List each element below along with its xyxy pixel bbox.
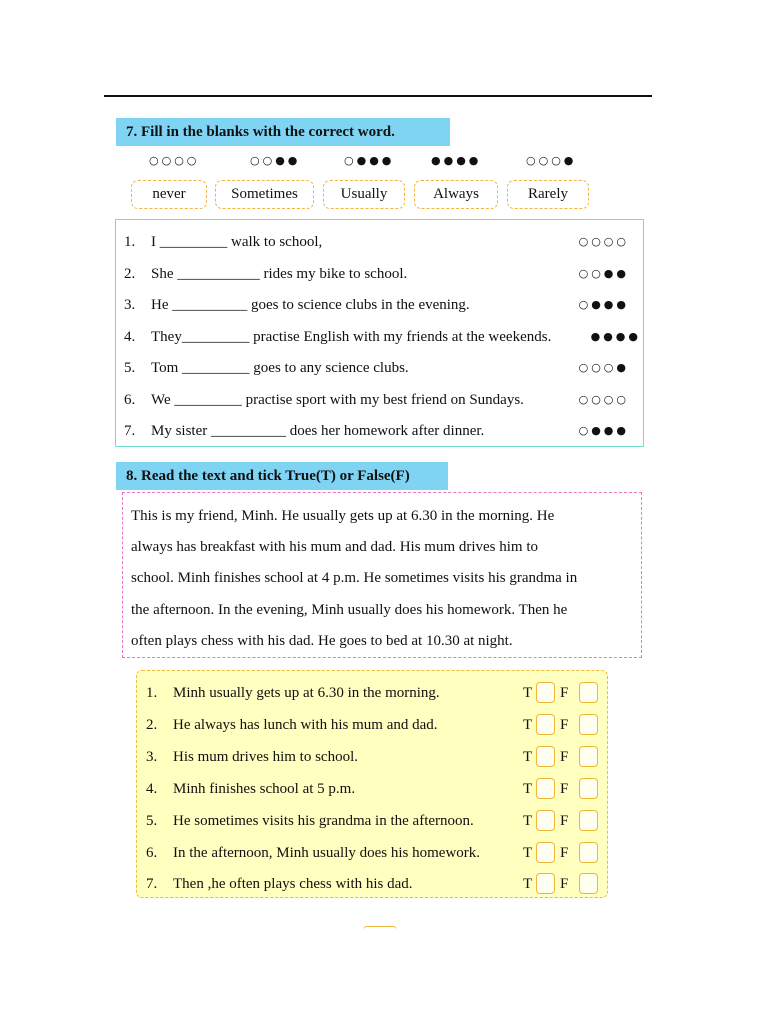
false-label: F: [560, 781, 569, 797]
item-text: He __________ goes to science clubs in the evening.: [151, 297, 470, 313]
word-sometimes-dots: ○○●●: [250, 154, 301, 167]
statement-text: Then ,he often plays chess with his dad.: [173, 876, 413, 892]
true-checkbox[interactable]: [536, 714, 555, 735]
true-label: T: [523, 685, 533, 701]
statement-row: [137, 777, 607, 801]
false-checkbox[interactable]: [579, 746, 598, 767]
statement-row: [137, 681, 607, 705]
item-number: 1.: [124, 234, 136, 250]
exercise-row: [116, 325, 643, 349]
exercise-row: [116, 230, 643, 254]
statement-number: 1.: [146, 685, 158, 701]
exercise-row: [116, 419, 643, 443]
passage-line: always has breakfast with his mum and dad. His mum drives him to: [131, 539, 539, 555]
false-label: F: [560, 749, 569, 765]
true-checkbox[interactable]: [536, 682, 555, 703]
frequency-dots: ○●●●: [578, 424, 629, 437]
word-always-dots: ●●●●: [431, 154, 482, 167]
false-checkbox[interactable]: [579, 810, 598, 831]
frequency-dots: ●●●●: [590, 330, 641, 343]
item-text: We _________ practise sport with my best friend on Sundays.: [151, 392, 524, 408]
true-label: T: [523, 813, 533, 829]
word-box-rarely: Rarely: [507, 180, 589, 209]
exercise-row: [116, 262, 643, 286]
passage-line: school. Minh finishes school at 4 p.m. He sometimes visits his grandma in: [131, 570, 578, 586]
statement-text: In the afternoon, Minh usually does his homework.: [173, 845, 481, 861]
item-number: 3.: [124, 297, 136, 313]
item-number: 4.: [124, 329, 136, 345]
section8-title: 8. Read the text and tick True(T) or False(F): [116, 462, 448, 490]
word-rarely-dots: ○○○●: [526, 154, 577, 167]
frequency-dots: ○○○●: [578, 361, 629, 374]
statement-text: Minh finishes school at 5 p.m.: [173, 781, 356, 797]
false-checkbox[interactable]: [579, 682, 598, 703]
statement-text: He always has lunch with his mum and dad.: [173, 717, 438, 733]
word-never-dots: ○○○○: [149, 154, 200, 167]
statement-row: [137, 872, 607, 896]
statement-number: 3.: [146, 749, 158, 765]
word-box-never: never: [131, 180, 207, 209]
item-text: My sister __________ does her homework after dinner.: [151, 423, 485, 439]
statement-number: 2.: [146, 717, 158, 733]
statement-row: [137, 809, 607, 833]
item-number: 6.: [124, 392, 136, 408]
section7-title: 7. Fill in the blanks with the correct word.: [116, 118, 450, 146]
false-label: F: [560, 876, 569, 892]
top-rule: [104, 95, 652, 97]
statement-row: [137, 713, 607, 737]
statement-row: [137, 841, 607, 865]
item-number: 5.: [124, 360, 136, 376]
frequency-dots: ○○●●: [578, 267, 629, 280]
reading-passage: [122, 492, 642, 658]
item-text: They_________ practise English with my friends at the weekends.: [151, 329, 552, 345]
page-bottom-mark: [363, 926, 397, 931]
statement-text: Minh usually gets up at 6.30 in the morning.: [173, 685, 440, 701]
item-number: 7.: [124, 423, 136, 439]
true-false-box: [136, 670, 608, 898]
true-checkbox[interactable]: [536, 842, 555, 863]
item-number: 2.: [124, 266, 136, 282]
exercise-row: [116, 293, 643, 317]
true-label: T: [523, 781, 533, 797]
passage-line: the afternoon. In the evening, Minh usually does his homework. Then he: [131, 602, 568, 618]
passage-line: often plays chess with his dad. He goes to bed at 10.30 at night.: [131, 633, 513, 649]
item-text: She ___________ rides my bike to school.: [151, 266, 408, 282]
word-box-always: Always: [414, 180, 498, 209]
item-text: I _________ walk to school,: [151, 234, 323, 250]
section7-exercise-box: [115, 219, 644, 447]
true-label: T: [523, 717, 533, 733]
false-label: F: [560, 685, 569, 701]
word-box-usually: Usually: [323, 180, 405, 209]
true-checkbox[interactable]: [536, 873, 555, 894]
frequency-dots: ○○○○: [578, 393, 629, 406]
exercise-row: [116, 356, 643, 380]
false-label: F: [560, 845, 569, 861]
false-checkbox[interactable]: [579, 714, 598, 735]
false-checkbox[interactable]: [579, 842, 598, 863]
true-label: T: [523, 845, 533, 861]
true-checkbox[interactable]: [536, 746, 555, 767]
exercise-row: [116, 388, 643, 412]
frequency-dots: ○●●●: [578, 298, 629, 311]
true-label: T: [523, 749, 533, 765]
statement-row: [137, 745, 607, 769]
false-label: F: [560, 813, 569, 829]
statement-number: 7.: [146, 876, 158, 892]
frequency-dots: ○○○○: [578, 235, 629, 248]
true-label: T: [523, 876, 533, 892]
statement-text: He sometimes visits his grandma in the afternoon.: [173, 813, 474, 829]
false-checkbox[interactable]: [579, 778, 598, 799]
statement-number: 6.: [146, 845, 158, 861]
item-text: Tom _________ goes to any science clubs.: [151, 360, 409, 376]
statement-number: 5.: [146, 813, 158, 829]
passage-line: This is my friend, Minh. He usually gets up at 6.30 in the morning. He: [131, 508, 555, 524]
word-box-sometimes: Sometimes: [215, 180, 314, 209]
false-checkbox[interactable]: [579, 873, 598, 894]
statement-number: 4.: [146, 781, 158, 797]
false-label: F: [560, 717, 569, 733]
statement-text: His mum drives him to school.: [173, 749, 358, 765]
true-checkbox[interactable]: [536, 810, 555, 831]
word-usually-dots: ○●●●: [344, 154, 395, 167]
true-checkbox[interactable]: [536, 778, 555, 799]
